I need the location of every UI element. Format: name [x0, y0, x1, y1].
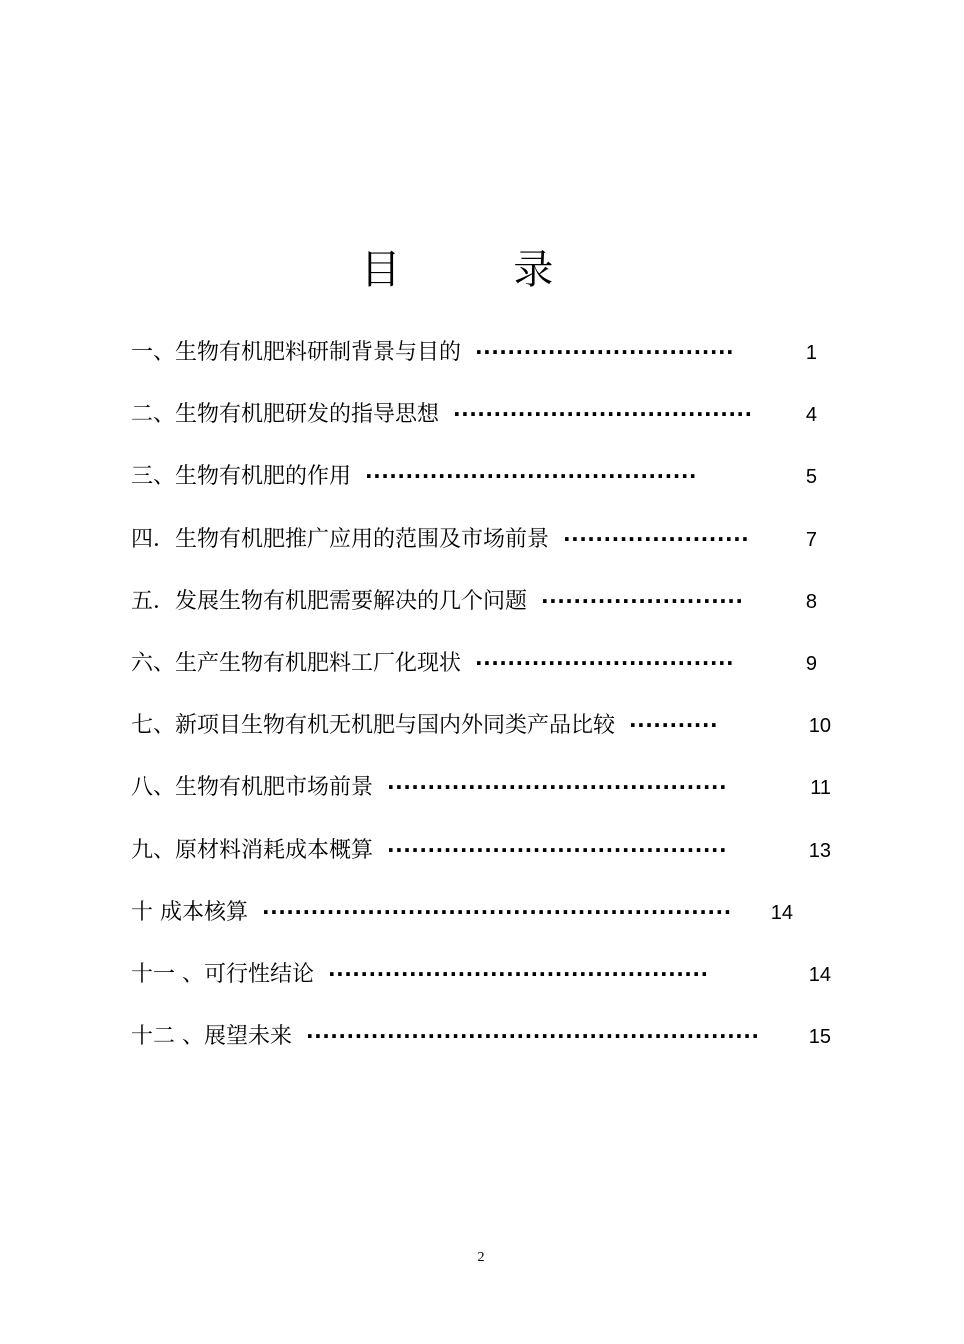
toc-entry[interactable]	[131, 585, 817, 617]
toc-entry[interactable]	[131, 709, 831, 741]
toc-leader-dots: ·····································	[453, 402, 753, 426]
toc-entry[interactable]	[131, 1020, 831, 1052]
toc-entry-page: 9	[805, 653, 817, 675]
toc-leader-dots: ·······················	[563, 527, 750, 551]
page-number: 2	[477, 1250, 485, 1265]
toc-entry[interactable]	[131, 647, 817, 679]
toc-entry-label: 三、生物有机肥的作用	[131, 464, 352, 489]
toc-entry-label: 八、生物有机肥市场前景	[131, 775, 374, 800]
toc-entry[interactable]	[131, 771, 831, 803]
toc-entry-page: 10	[808, 715, 831, 737]
toc-entry-label: 一、生物有机肥料研制背景与目的	[131, 340, 462, 365]
toc-leader-dots: ·········································	[365, 464, 698, 488]
toc-entry-label: 十二 、展望未来	[131, 1024, 292, 1049]
toc-leader-dots: ································	[475, 340, 735, 364]
toc-entry-label: 十一 、可行性结论	[131, 962, 314, 987]
toc-entry-label: 五．发展生物有机肥需要解决的几个问题	[131, 589, 528, 614]
toc-entry-label: 四．生物有机肥推广应用的范围及市场前景	[131, 527, 550, 552]
toc-entry-label: 七、新项目生物有机无机肥与国内外同类产品比较	[131, 713, 616, 738]
toc-entry-label: 二、生物有机肥研发的指导思想	[131, 402, 440, 427]
toc-entry-page: 7	[805, 529, 817, 551]
toc-entry-page: 15	[808, 1026, 831, 1048]
toc-leader-dots: ·························	[541, 589, 744, 613]
toc-entry-page: 14	[808, 964, 831, 986]
toc-leader-dots: ···············································	[328, 962, 709, 986]
toc-entry-label: 十 成本核算	[131, 900, 248, 925]
toc-leader-dots: ························································	[306, 1024, 760, 1048]
toc-entry-page: 1	[805, 342, 817, 364]
toc-entry[interactable]	[131, 523, 817, 555]
toc-entry-page: 11	[810, 777, 831, 799]
toc-leader-dots: ··························································	[262, 900, 732, 924]
toc-entry-label: 九、原材料消耗成本概算	[131, 838, 374, 863]
toc-leader-dots: ···········	[629, 713, 719, 737]
toc-entry[interactable]	[131, 834, 831, 866]
toc-entry[interactable]	[131, 460, 817, 492]
toc-leader-dots: ································	[475, 651, 735, 675]
toc-entry[interactable]	[131, 336, 817, 368]
toc-entry-page: 4	[805, 404, 817, 426]
toc-entry[interactable]	[131, 896, 793, 928]
toc-entry[interactable]	[131, 398, 817, 430]
toc-entry-page: 13	[808, 840, 831, 862]
toc-entry-label: 六、生产生物有机肥料工厂化现状	[131, 651, 462, 676]
toc-entry-page: 5	[805, 466, 817, 488]
toc-entry-page: 8	[805, 591, 817, 613]
toc-leader-dots: ··········································	[387, 775, 728, 799]
toc-entry-page: 14	[770, 902, 793, 924]
toc-entry[interactable]	[131, 958, 831, 990]
toc-leader-dots: ··········································	[387, 838, 728, 862]
page-title: 目 录	[360, 247, 604, 293]
